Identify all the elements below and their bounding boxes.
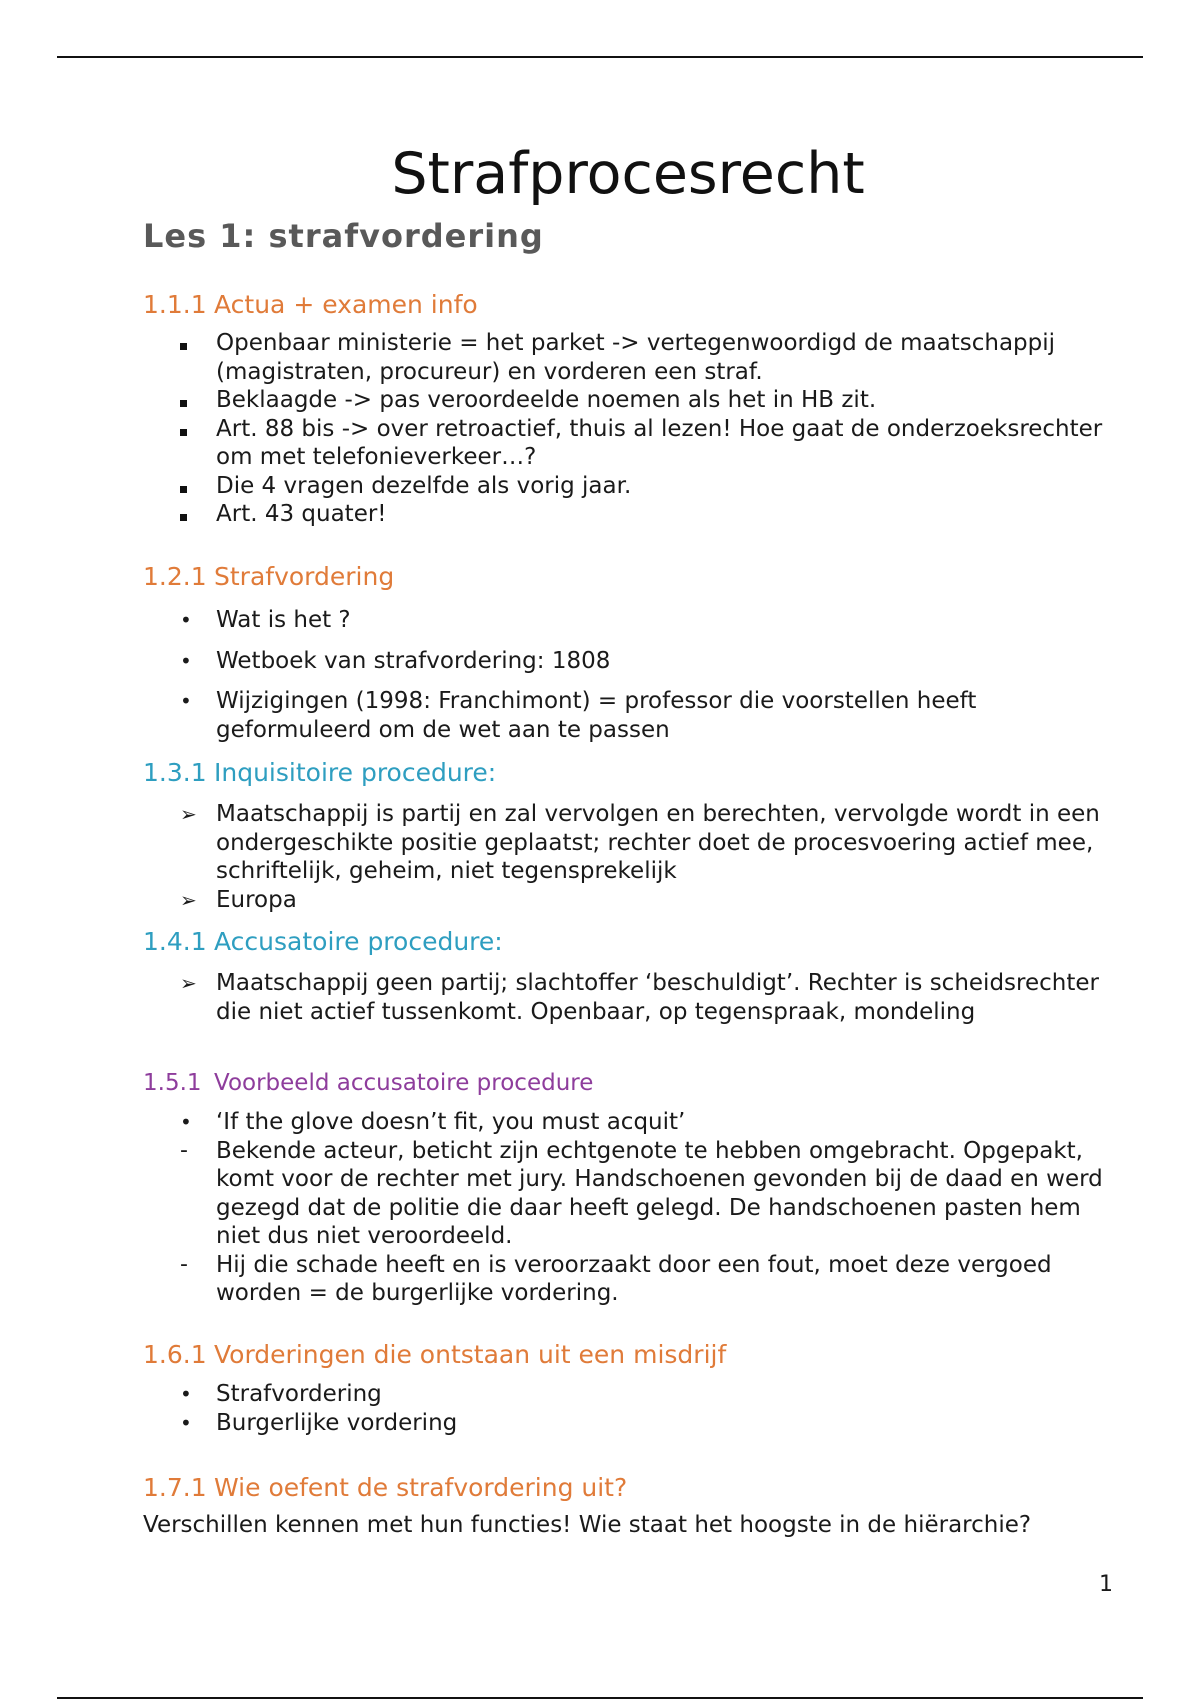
section-heading-1-6-1 bbox=[143, 1339, 726, 1371]
list-item: Openbaar ministerie = het parket -> vertegenwoordigd de maatschappij (magistraten, procureur) en vorderen een straf. bbox=[143, 329, 1123, 386]
section-number: 1.4.1 bbox=[143, 927, 207, 956]
section-number: 1.5.1 bbox=[143, 1070, 202, 1096]
list-item: Art. 88 bis -> over retroactief, thuis al lezen! Hoe gaat de onderzoeksrechter om met telefonieverkeer…? bbox=[143, 415, 1123, 472]
square-bullet-icon bbox=[180, 500, 200, 529]
section-heading-1-3-1 bbox=[143, 757, 496, 789]
list-item: ➢ Maatschappij is partij en zal vervolgen en berechten, vervolgde wordt in een ondergeschikte positie geplaatst; rechter doet de procesvoering actief mee, schriftelijk, geheim, niet tegensprekelijk bbox=[180, 801, 1100, 884]
section-title: Strafvordering bbox=[214, 562, 395, 591]
square-bullet-icon bbox=[180, 386, 200, 415]
page-number: 1 bbox=[1099, 1572, 1113, 1597]
section-heading-1-7-1 bbox=[143, 1472, 627, 1504]
bullet-list-strafvordering bbox=[143, 606, 1123, 756]
header-rule bbox=[57, 56, 1143, 58]
section-heading-1-1-1 bbox=[143, 289, 478, 321]
section-heading-1-2-1 bbox=[143, 561, 394, 593]
list-item: Die 4 vragen dezelfde als vorig jaar. bbox=[143, 472, 1123, 501]
body-paragraph: Verschillen kennen met hun functies! Wie staat het hoogste in de hiërarchie? bbox=[143, 1512, 1032, 1538]
bullet-list-vorderingen bbox=[143, 1380, 1123, 1437]
section-number: 1.2.1 bbox=[143, 562, 207, 591]
square-bullet-icon bbox=[180, 329, 200, 358]
section-number: 1.1.1 bbox=[143, 290, 207, 319]
list-item: Beklaagde -> pas veroordeelde noemen als het in HB zit. bbox=[143, 386, 1123, 415]
dash-bullet-icon: - bbox=[180, 1251, 188, 1277]
list-item: • ‘If the glove doesn’t fit, you must acquit’ bbox=[180, 1109, 686, 1135]
list-item: • Wat is het ? bbox=[180, 607, 351, 633]
list-item: • Burgerlijke vordering bbox=[180, 1409, 458, 1436]
list-item: • Wijzigingen (1998: Franchimont) = professor die voorstellen heeft geformuleerd om de wet aan te passen bbox=[180, 688, 977, 743]
section-title: Vorderingen die ontstaan uit een misdrijf bbox=[214, 1340, 727, 1369]
document-title: Strafprocesrecht bbox=[391, 141, 865, 207]
dot-bullet-icon: • bbox=[180, 1110, 192, 1134]
arrow-bullet-icon: ➢ bbox=[180, 802, 197, 826]
section-title: Inquisitoire procedure: bbox=[214, 758, 497, 787]
square-bullet-icon bbox=[180, 415, 200, 444]
square-bullet-icon bbox=[180, 472, 200, 501]
dash-bullet-icon: - bbox=[180, 1137, 188, 1163]
list-item: - Bekende acteur, beticht zijn echtgenote te hebben omgebracht. Opgepakt, komt voor de rechter met jury. Handschoenen gevonden bij de daad en werd gezegd dat de politie die daar heeft gelegd. De handschoenen pasten hem niet dus niet veroordeeld. bbox=[180, 1137, 1103, 1249]
dot-bullet-icon: • bbox=[180, 689, 192, 713]
section-title: Voorbeeld accusatoire procedure bbox=[214, 1070, 594, 1096]
section-title: Accusatoire procedure: bbox=[214, 927, 503, 956]
section-heading-1-4-1 bbox=[143, 926, 503, 958]
lesson-title: Les 1: strafvordering bbox=[143, 217, 544, 255]
section-number: 1.6.1 bbox=[143, 1340, 207, 1369]
dot-bullet-icon: • bbox=[180, 1382, 192, 1406]
section-number: 1.7.1 bbox=[143, 1473, 207, 1502]
list-item: ➢ Maatschappij geen partij; slachtoffer ‘beschuldigt’. Rechter is scheidsrechter die niet actief tussenkomt. Openbaar, op tegenspraak, mondeling bbox=[180, 970, 1099, 1025]
list-item: • Wetboek van strafvordering: 1808 bbox=[180, 647, 611, 674]
section-title: Wie oefent de strafvordering uit? bbox=[214, 1473, 628, 1502]
dot-bullet-icon: • bbox=[180, 1410, 192, 1435]
arrow-bullet-icon: ➢ bbox=[180, 887, 197, 912]
section-heading-1-5-1 bbox=[143, 1067, 593, 1099]
bullet-list-actua bbox=[143, 329, 1123, 529]
list-item: ➢ Europa bbox=[180, 886, 297, 913]
list-item: - Hij die schade heeft en is veroorzaakt door een fout, moet deze vergoed worden = de burgerlijke vordering. bbox=[180, 1251, 1052, 1306]
dot-bullet-icon: • bbox=[180, 608, 192, 632]
list-item: Art. 43 quater! bbox=[143, 500, 1123, 529]
list-item: • Strafvordering bbox=[180, 1381, 382, 1407]
section-number: 1.3.1 bbox=[143, 758, 207, 787]
mixed-list-voorbeeld bbox=[143, 1108, 1123, 1308]
footer-rule bbox=[57, 1697, 1143, 1699]
section-title: Actua + examen info bbox=[214, 290, 478, 319]
arrow-list-inquisitoire bbox=[143, 800, 1123, 914]
dot-bullet-icon: • bbox=[180, 648, 192, 673]
arrow-bullet-icon: ➢ bbox=[180, 971, 197, 995]
arrow-list-accusatoire bbox=[143, 969, 1123, 1026]
